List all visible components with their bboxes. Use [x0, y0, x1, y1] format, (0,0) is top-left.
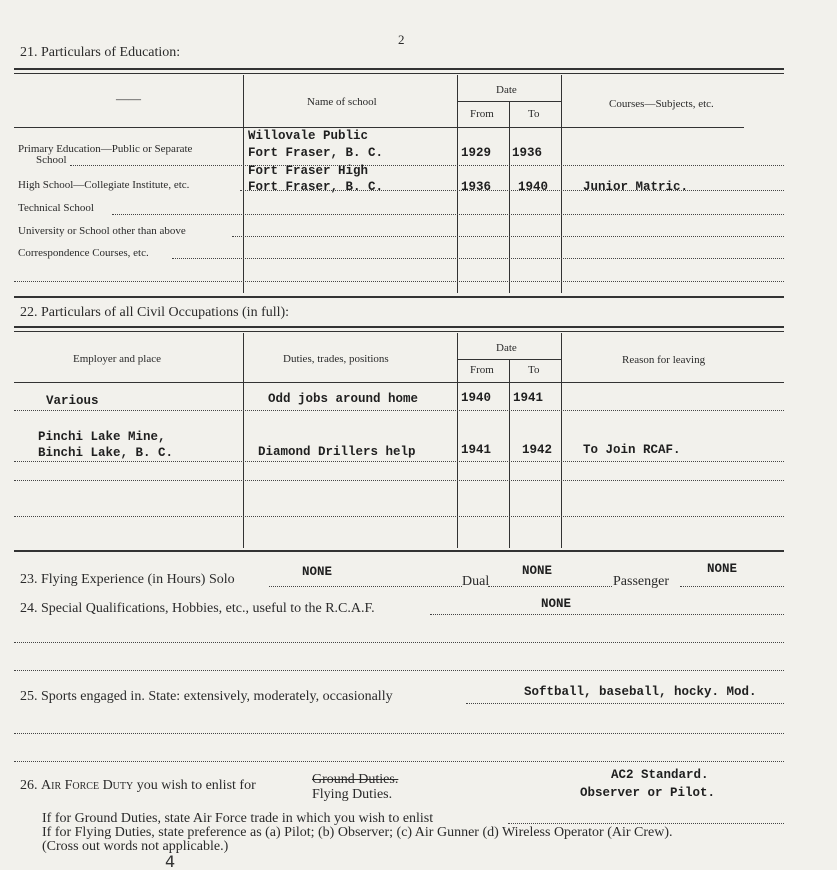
s22-employer-header: Employer and place — [73, 353, 161, 365]
s21-from-header: From — [470, 108, 494, 120]
high-school-courses: Junior Matric. — [583, 180, 689, 194]
duties-2: Diamond Drillers help — [258, 445, 416, 459]
reason-2: To Join RCAF. — [583, 443, 681, 457]
s26-label: 26. Air Force Duty you wish to enlist for — [20, 778, 256, 793]
flying-duties-instruction: If for Flying Duties, state preference as (a) Pilot; (b) Observer; (c) Air Gunner (d) Wireless Operator (Air Crew). — [42, 825, 673, 840]
technical-school-label: Technical School — [18, 202, 94, 214]
flying-passenger: NONE — [707, 562, 738, 576]
s23-passenger-label: Passenger — [613, 574, 669, 589]
occupation-2-from: 1941 — [461, 443, 492, 457]
university-label: University or School other than above — [18, 225, 186, 237]
section-22-title: 22. Particulars of all Civil Occupations (in full): — [20, 305, 290, 320]
ground-duties-crossed-out: Ground Duties. — [312, 772, 399, 787]
high-school-from: 1936 — [461, 180, 492, 194]
cross-out-instruction: (Cross out words not applicable.) — [42, 839, 229, 854]
high-school-place: Fort Fraser, B. C. — [248, 180, 384, 194]
ground-duties-instruction: If for Ground Duties, state Air Force trade in which you wish to enlist — [42, 811, 434, 826]
correspondence-label: Correspondence Courses, etc. — [18, 247, 149, 259]
s22-date-header: Date — [496, 342, 517, 354]
s21-blank-header: —— — [116, 92, 141, 106]
duty-answer-line2: Observer or Pilot. — [580, 786, 716, 800]
sports-engaged: Softball, baseball, hocky. Mod. — [524, 685, 757, 699]
employer-2-line1: Pinchi Lake Mine, — [38, 430, 166, 444]
primary-school-place: Fort Fraser, B. C. — [248, 146, 384, 160]
s21-name-header: Name of school — [307, 96, 377, 108]
duty-answer-line1: AC2 Standard. — [611, 768, 709, 782]
s23-dual-label: Dual — [462, 574, 490, 589]
occupation-1-to: 1941 — [513, 391, 544, 405]
flying-duties-option: Flying Duties. — [312, 787, 393, 802]
s22-reason-header: Reason for leaving — [622, 354, 706, 366]
special-qualifications: NONE — [541, 597, 572, 611]
s22-from-header: From — [470, 364, 494, 376]
employer-2-line2: Binchi Lake, B. C. — [38, 446, 174, 460]
high-school-to: 1940 — [518, 180, 549, 194]
s22-duties-header: Duties, trades, positions — [283, 353, 389, 365]
flying-solo: NONE — [302, 565, 333, 579]
primary-from: 1929 — [461, 146, 492, 160]
s21-date-header: Date — [496, 84, 517, 96]
section-21-title: 21. Particulars of Education: — [20, 45, 181, 60]
s24-label: 24. Special Qualifications, Hobbies, etc., useful to the R.C.A.F. — [20, 601, 375, 616]
flying-dual: NONE — [522, 564, 553, 578]
duties-1: Odd jobs around home — [268, 392, 419, 406]
primary-to: 1936 — [512, 146, 543, 160]
high-school-label: High School—Collegiate Institute, etc. — [18, 179, 190, 191]
s21-courses-header: Courses—Subjects, etc. — [609, 98, 714, 110]
primary-school-label: School — [36, 154, 67, 166]
primary-school-name: Willovale Public — [248, 129, 369, 143]
s23-label: 23. Flying Experience (in Hours) Solo — [20, 572, 235, 587]
s25-label: 25. Sports engaged in. State: extensively, moderately, occasionally — [20, 689, 393, 704]
s22-to-header: To — [528, 364, 540, 376]
page-number: 2 — [398, 32, 405, 47]
primary-education-label: Primary Education—Public or Separate — [18, 143, 193, 155]
employer-1: Various — [46, 394, 99, 408]
s21-to-header: To — [528, 108, 540, 120]
high-school-name: Fort Fraser High — [248, 164, 369, 178]
occupation-1-from: 1940 — [461, 391, 492, 405]
handwritten-mark: 4 — [165, 852, 176, 870]
occupation-2-to: 1942 — [522, 443, 553, 457]
